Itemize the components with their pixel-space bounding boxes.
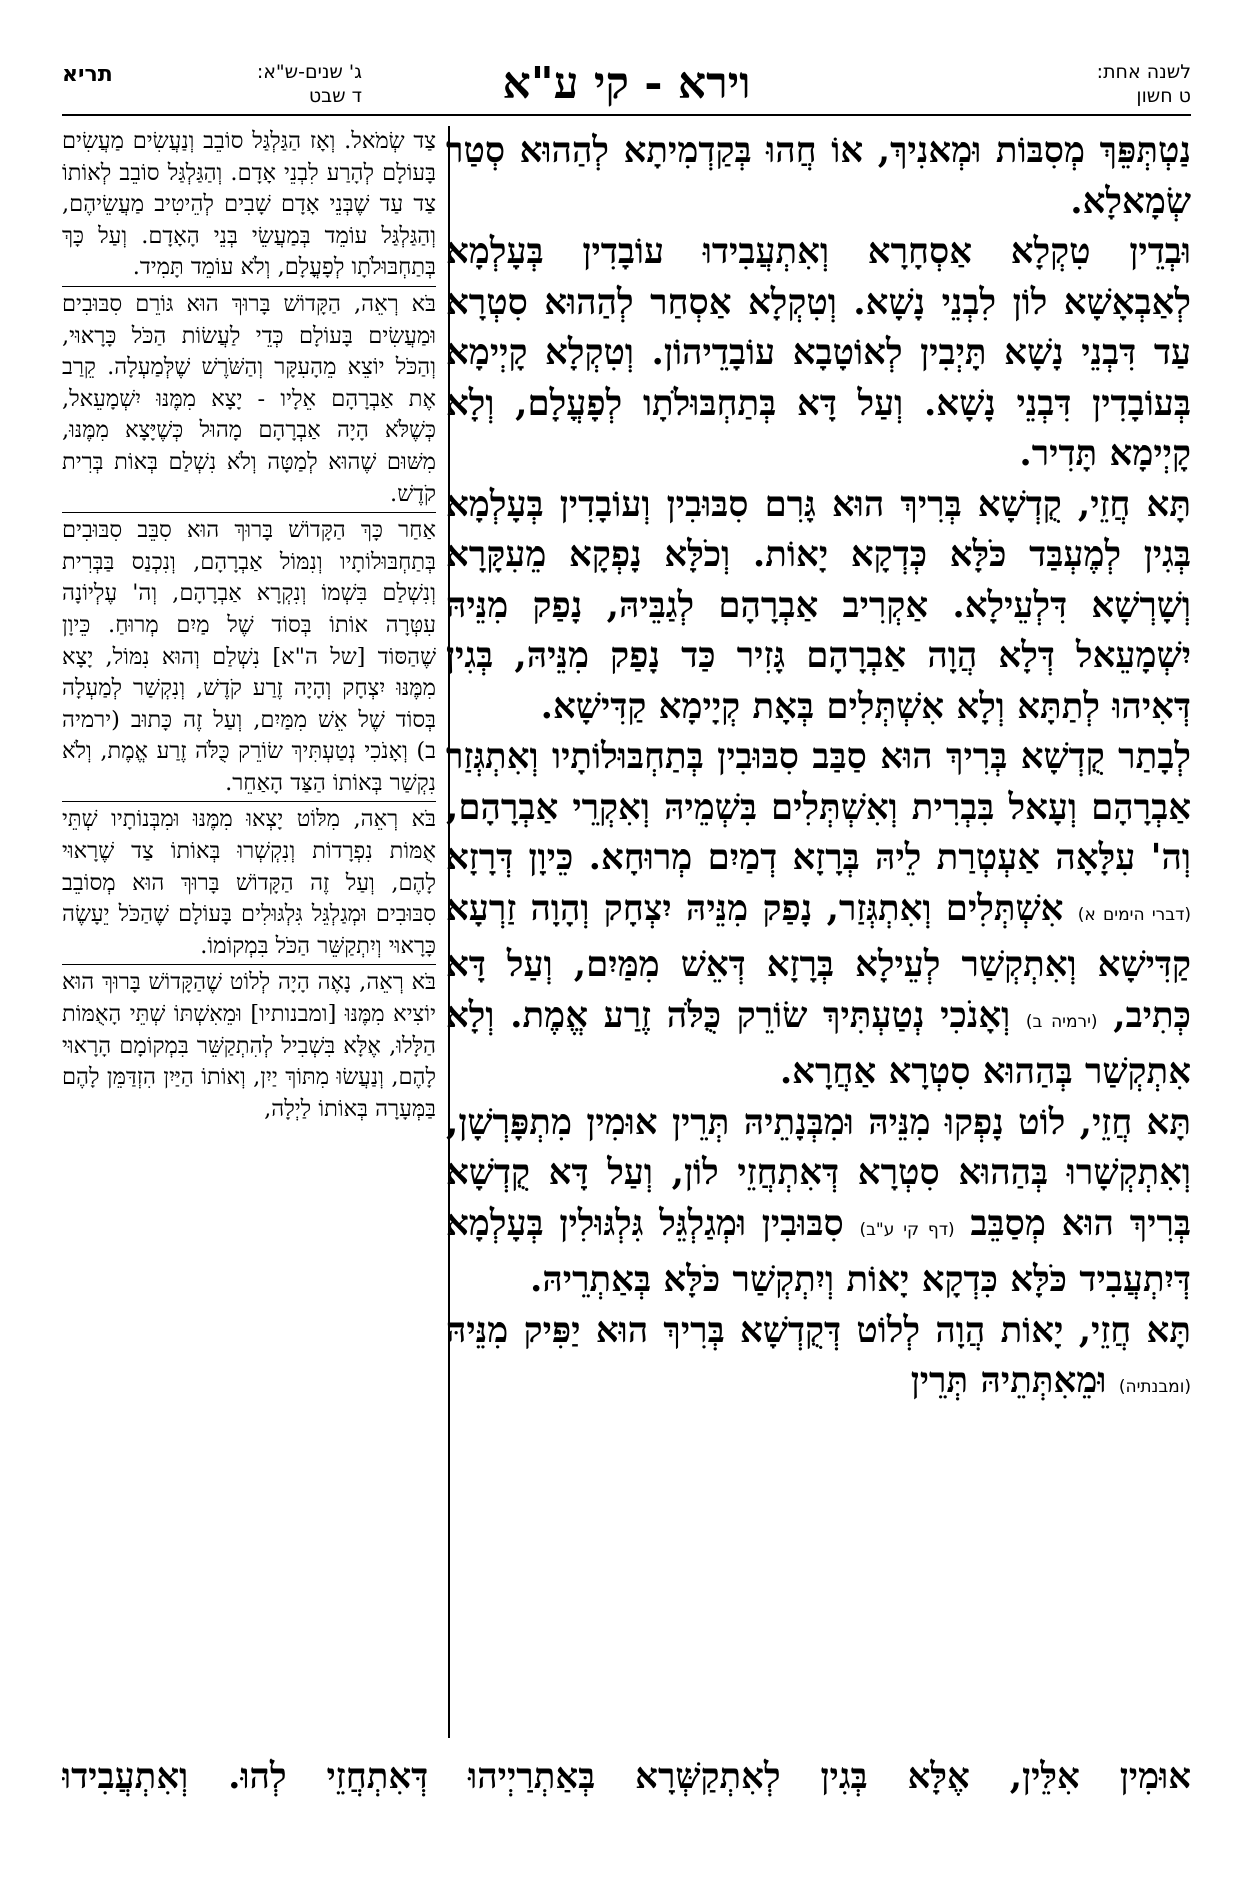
main-paragraph-text: תָּא חֲזֵי, לוֹט נָפְקוּ מִנֵּיהּ וּמִבְּנָתֵיהּ תְּרֵין אוּמִין מִתְפָּרְשָׁן, וְאִתְקְשָׁרוּ בְּהַהוּא סִטְרָא דְּאִתְחֲזֵי לוֹן, וְעַל דָּא קֻדְשָׁא בְּרִיךְ הוּא מְסַבֵּב (446, 1101, 1191, 1244)
header-divider (62, 114, 1191, 116)
header-reading-schedule-three-year (62, 60, 362, 110)
hebrew-translation-column (62, 126, 436, 1738)
header-schedule-three-year-label: ג' שנים-ש"א: (256, 61, 362, 83)
side-paragraph: בֹּא רְאֵה, הַקָּדוֹשׁ בָּרוּךְ הוּא גּוֹרֵם סִבּוּבִים וּמַעֲשִׂים בָּעוֹלָם כְּדֵי לַעֲשׂוֹת הַכֹּל כָּרָאוּי, וְהַכֹּל יוֹצֵא מֵהָעִקָּר וְהַשֹּׁרֶשׁ שֶׁלְּמַעְלָה. קֵרַב אֶת אַבְרָהָם אֵלָיו - יָצָא מִמֶּנּוּ יִשְׁמָעֵאל, כְּשֶׁלֹּא הָיָה אַבְרָהָם מָהוּל כְּשֶׁיָּצָא מִמֶּנּוּ, מִשּׁוּם שֶׁהוּא לְמַטָּה וְלֹא נִשְׁלַם בְּאוֹת בְּרִית קֹדֶשׁ. (62, 290, 436, 507)
header-schedule-label: לשנה אחת: (1096, 61, 1191, 83)
main-paragraph-text: וְאָנֹכִי נְטַעְתִּיךְ שׂוֹרֵק כֻּלֹּה זֶרַע אֱמֶת. וְלָא אִתְקְשַׁר בְּהַהוּא סִטְרָא אַחֲרָא. (446, 994, 1191, 1092)
side-paragraph: צַד שְׂמֹאל. וְאָז הַגַּלְגַּל סוֹבֵב וְנַעֲשִׂים מַעֲשִׂים בָּעוֹלָם לְהָרַע לִבְנֵי אָדָם. וְהַגַּלְגַּל סוֹבֵב לְאוֹתוֹ צַד עַד שֶׁבְּנֵי אָדָם שָׁבִים לְהֵיטִיב מַעֲשֵׂיהֶם, וְהַגַּלְגַּל עוֹמֵד בְּמַעֲשֵׂי בְּנֵי הָאָדָם. וְעַל כָּךְ בְּתַחְבּוּלֹתָו לְפָעֳלָם, וְלֹא עוֹמֵד תָּמִיד. (62, 128, 436, 281)
main-paragraph-text: לְבָתַר קֻדְשָׁא בְּרִיךְ הוּא סַבַּב סִבּוּבִין בְּתַחְבּוּלוֹתָיו וְאִתְגְּזַר אַבְרָהָם וְעָאל בִּבְרִית וְאִשְׁתְּלִים בִּשְׁמֵיהּ וְאִקְרֵי אַבְרָהָם, וְה' עִלָּאָה אַעְטְרַת לֵיהּ בְּרָזָא דְמַיִם מְרוּחָא. כֵּיוָן דְּרָזָא (446, 736, 1191, 878)
aramaic-text-column (446, 126, 1191, 1738)
main-paragraph (446, 1098, 1191, 1306)
main-paragraph-text: וּמֵאִתְּתֵיהּ תְּרֵין (910, 1360, 1107, 1401)
source-reference: (ירמיה ב) (1025, 1011, 1098, 1032)
paragraph-divider (62, 512, 436, 513)
page-number: תריא (62, 62, 113, 87)
main-paragraph-text: תָּא חֲזֵי, יָאוֹת הֲוָה לְלוֹט דְּקֻדְשָׁא בְּרִיךְ הוּא יַפִּיק מִנֵּיהּ (446, 1309, 1191, 1351)
header-schedule-date: ט חשון (1136, 85, 1191, 107)
main-paragraph: נַטְתְּפֵּךְ מְסִבּוֹת וּמְאנִיךְ, אוֹ חֲהוּ בְּקַדְמִיתָא לְהַהוּא סְטַר שְׂמָאלָא. (446, 130, 1191, 222)
main-paragraph-text: סִבּוּבִין וּמְגַלְגֵּל גִּלְגּוּלִין בְּעָלְמָא דְּיִתְעֲבִיד כֹּלָּא כִּדְקָא יָאוֹת וְיִתְקְשַׁר כֹּלָּא בְּאַתְרֵיהּ. (446, 1202, 1191, 1300)
side-paragraph: בֹּא רְאֵה, מִלּוֹט יָצְאוּ מִמֶּנּוּ וּמִבְּנוֹתָיו שְׁתֵּי אֻמּוֹת נִפְרָדוֹת וְנִקְשְׁרוּ בְּאוֹתוֹ צַד שֶׁרָאוּי לָהֶם, וְעַל זֶה הַקָּדוֹשׁ בָּרוּךְ הוּא מְסוֹבֵב סִבּוּבִים וּמְגַלְגֵּל גִּלְגּוּלִים בָּעוֹלָם שֶׁהַכֹּל יֵעָשֶׂה כָּרָאוּי וְיִתְקַשֵּׁר הַכֹּל בִּמְקוֹמוֹ. (62, 806, 436, 959)
main-paragraph-text: אִשְׁתְּלִים וְאִתְגְּזַר, נָפַק מִנֵּיהּ יִצְחָק וְהָוָה זַרְעָא קַדִּישָׁא וְאִתְקְשַׁר לְעֵילָא בְּרָזָא דְּאֵשׁ מִמַּיִם, וְעַל דָּא כְּתִיב, (446, 887, 1191, 1036)
full-width-continuation-line: אוּמִין אִלֵּין, אֶלָּא בְּגִין לְאִתְקַשְּׁרָא בְּאַתְרַיְיהוּ דְּאִתְחֲזֵי לְהוּ. וְאִתְעֲבִידוּ (62, 1756, 1191, 1797)
source-reference: (דברי הימים א) (1077, 904, 1191, 925)
header-schedule-three-year-date: ד שבט (308, 85, 362, 107)
paragraph-divider (62, 964, 436, 965)
side-paragraph: בֹּא רְאֵה, נָאֶה הָיָה לְלוֹט שֶׁהַקָּדוֹשׁ בָּרוּךְ הוּא יוֹצִיא מִמֶּנּוּ [ומבנותיו] וּמֵאִשְׁתּוֹ שְׁתֵּי הָאֻמּוֹת הַלָּלוּ, אֶלָּא בִּשְׁבִיל לְהִתְקַשֵּׁר בִּמְקוֹמָם הָרָאוּי לָהֶם, וְנַעֲשׂוּ מִתּוֹךְ יַיִן, וְאוֹתוֹ הַיַּיִן הִזְדַּמֵּן לָהֶם בַּמְּעָרָה בְּאוֹתוֹ לַיְלָה, (62, 969, 436, 1122)
main-paragraph (446, 732, 1191, 1098)
header-schedule-three-year-block (257, 60, 362, 108)
variant-reading: (ומבנתיה) (1118, 1377, 1191, 1397)
paragraph-divider (62, 801, 436, 802)
main-paragraph (446, 1306, 1191, 1413)
page-title: וירא - קי ע"א (502, 58, 751, 109)
paragraph-divider (62, 286, 436, 287)
page-header (62, 56, 1191, 114)
main-paragraph: תָּא חֲזֵי, קֻדְשָׁא בְּרִיךְ הוּא גָּרִם סִבּוּבִין וְעוֹבָדִין בְּעָלְמָא בְּגִין לְמֶעְבַּד כֹּלָּא כְּדְקָא יָאוֹת. וְכֹלָּא נָפְקָא מֵעִקָּרָא וְשָׁרְשָׁא דִּלְעֵילָא. אַקְרִיב אַבְרָהָם לְגַבֵּיהּ, נָפַק מִנֵּיהּ יִשְׁמָעֵאל דְּלָא הֲוָה אַבְרָהָם גָּזִיר כַּד נָפַק מִנֵּיהּ, בְּגִין דְּאִיהוּ לְתַתָּא וְלָא אִשְׁתְּלִים בְּאָת קְיָימָא קַדִּישָׁא. (446, 483, 1191, 727)
side-paragraph: אַחַר כָּךְ הַקָּדוֹשׁ בָּרוּךְ הוּא סִבֵּב סִבּוּבִים בְּתַחְבּוּלוֹתָיו וְנִמּוֹל אַבְרָהָם, וְנִכְנַס בַּבְּרִית וְנִשְׁלַם בִּשְׁמוֹ וְנִקְרָא אַבְרָהָם, וְה' עֶלְיוֹנָה עִטְּרָה אוֹתוֹ בְּסוֹד שֶׁל מַיִם מְרוּחַ. כֵּיוָן שֶׁהַסּוֹד [של ה"א] נִשְׁלַם וְהוּא נִמּוֹל, יָצָא מִמֶּנּוּ יִצְחָק וְהָיָה זֶרַע קֹדֶשׁ, וְנִקְשַׁר לְמַעְלָה בְּסוֹד שֶׁל אֵשׁ מִמַּיִם, וְעַל זֶה כָּתוּב (ירמיה ב) וְאָנֹכִי נְטַעְתִּיךְ שׂוֹרֵק כֻּלֹּה זֶרַע אֱמֶת, וְלֹא נִקְשַׁר בְּאוֹתוֹ הַצַּד הָאַחֵר. (62, 517, 436, 796)
main-paragraph: וּבְדֵין טִקְלָא אַסְחָרָא וְאִתְעֲבִידוּ עוֹבָדִין בְּעָלְמָא לְאַבְאָשָׁא לוֹן לִבְנֵי נָשָׁא. וְטִקְלָא אַסְחַר לְהַהוּא סִטְרָא עַד דִּבְנֵי נָשָׁא תָּיְבִין לְאוֹטָבָא עוֹבָדֵיהוֹן. וְטִקְלָא קָיְימָא בְּעוֹבָדִין דִּבְנֵי נָשָׁא. וְעַל דָּא בְּתַחְבּוּלֹתָו לְפָעֳלָם, וְלָא קָיְימָא תָּדִיר. (446, 231, 1191, 474)
folio-reference: (דף קי ע"ב) (859, 1219, 955, 1240)
column-divider (448, 126, 450, 1738)
